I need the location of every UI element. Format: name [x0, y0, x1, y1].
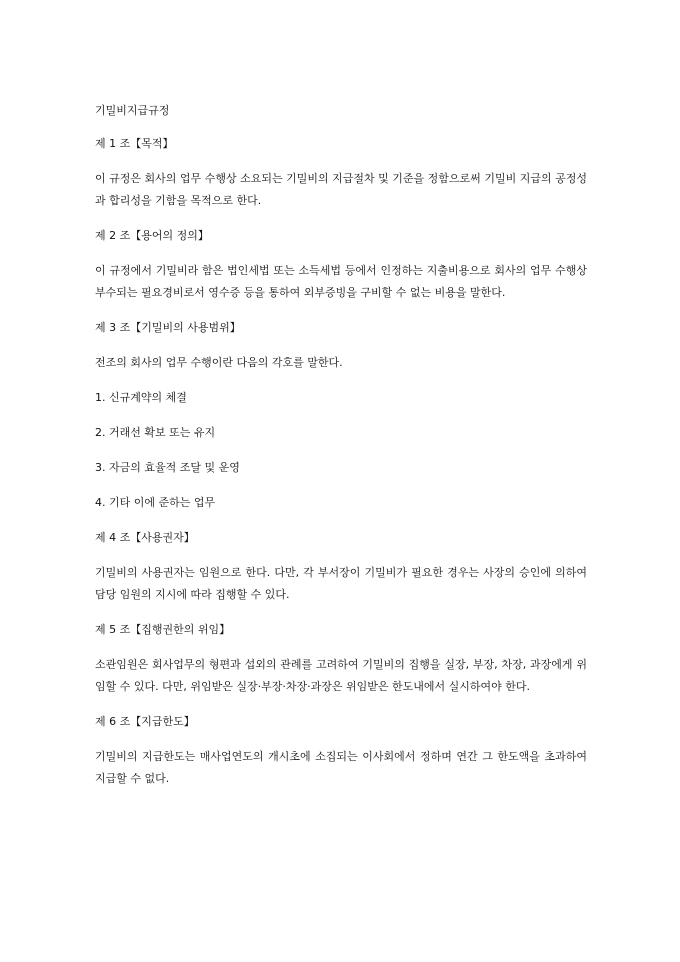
- article-1-paragraph: 이 규정은 회사의 업무 수행상 소요되는 기밀비의 지급절차 및 기준을 정함으로써 기밀비 지급의 공정성과 합리성을 기함을 목적으로 한다.: [95, 172, 587, 207]
- article-3-item-1: 1. 신규계약의 체결: [95, 391, 187, 404]
- article-5-heading: 제 5 조【집행권한의 위임】: [95, 623, 231, 636]
- article-3-heading: 제 3 조【기밀비의 사용범위】: [95, 321, 241, 334]
- article-6-paragraph: 기밀비의 지급한도는 매사업연도의 개시초에 소집되는 이사회에서 정하며 연간 그 한도액을 초과하여 지급할 수 없다.: [95, 750, 587, 785]
- article-4-heading: 제 4 조【사용권자】: [95, 531, 195, 544]
- article-3-item-4: 4. 기타 이에 준하는 업무: [95, 496, 216, 509]
- document-title: 기밀비지급규정: [95, 104, 170, 117]
- article-3-paragraph: 전조의 회사의 업무 수행이란 다음의 각호를 말한다.: [95, 356, 343, 369]
- article-1-heading: 제 1 조【목적】: [95, 137, 174, 150]
- article-2-heading: 제 2 조【용어의 정의】: [95, 229, 209, 242]
- article-6-heading: 제 6 조【지급한도】: [95, 715, 195, 728]
- article-5-paragraph: 소관임원은 회사업무의 형편과 섭외의 관례를 고려하여 기밀비의 집행을 실장, 부장, 차장, 과장에게 위임할 수 있다. 다만, 위임받은 실장·부장·차장·과장은 위임받은 한도내에서 실시하여야 한다.: [95, 658, 587, 693]
- article-3-item-3: 3. 자금의 효율적 조달 및 운영: [95, 461, 240, 474]
- document-page: [95, 100, 587, 803]
- article-2-paragraph: 이 규정에서 기밀비라 함은 법인세법 또는 소득세법 등에서 인정하는 지출비용으로 회사의 업무 수행상 부수되는 필요경비로서 영수증 등을 통하여 외부증빙을 구비할 수 없는 비용을 말한다.: [95, 264, 587, 299]
- article-4-paragraph: 기밀비의 사용권자는 임원으로 한다. 다만, 각 부서장이 기밀비가 필요한 경우는 사장의 승인에 의하여 담당 임원의 지시에 따라 집행할 수 있다.: [95, 566, 587, 601]
- article-3-item-2: 2. 거래선 확보 또는 유지: [95, 426, 216, 439]
